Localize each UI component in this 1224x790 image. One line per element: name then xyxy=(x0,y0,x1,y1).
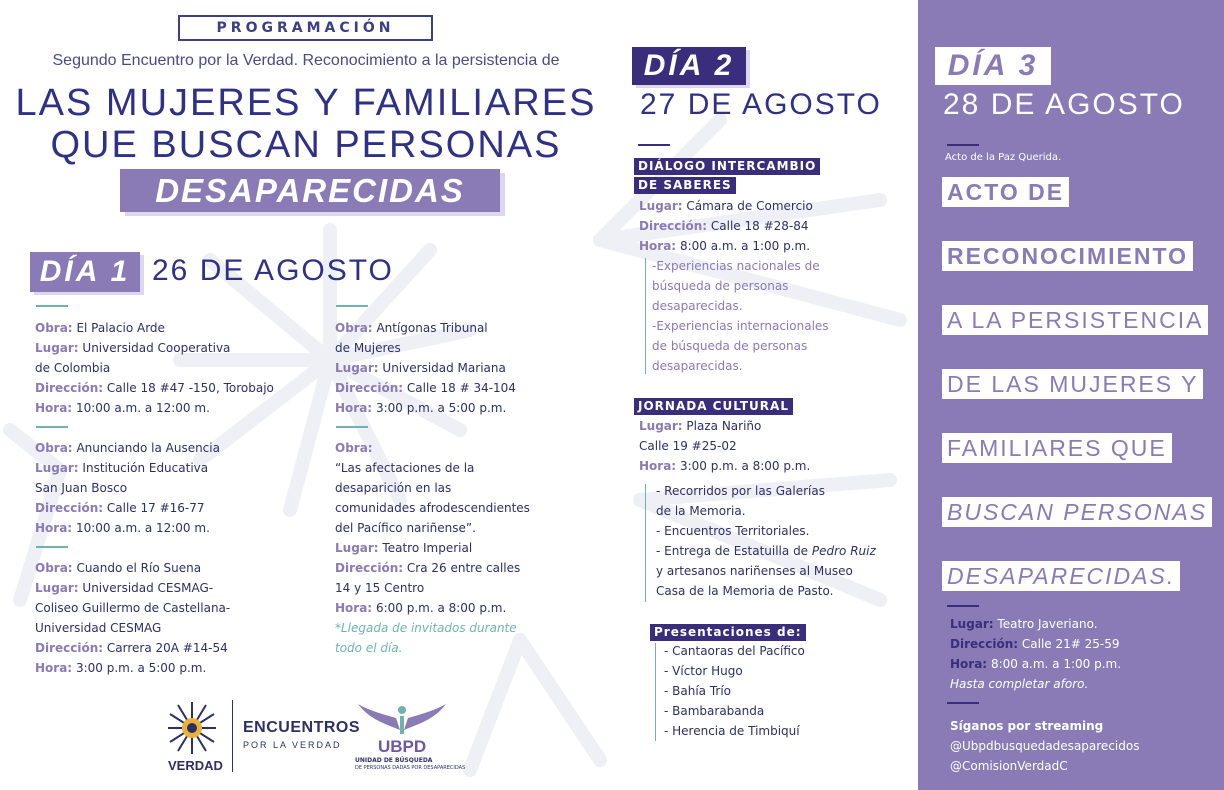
jornada-cultural-tag: JORNADA CULTURAL xyxy=(634,398,793,415)
divider xyxy=(638,144,670,146)
logo-separator xyxy=(232,700,233,772)
day-2-tag: DÍA 2 xyxy=(632,47,746,85)
event-antigonas-tribunal: Obra: Antígonas Tribunal de Mujeres Lugar: Universidad Mariana Dirección: Calle 18 # 34-104 Hora: 3:00 p.m. a 5:00 p.m. xyxy=(335,321,516,415)
divider xyxy=(947,605,979,607)
day-3-tag: DÍA 3 xyxy=(935,47,1051,85)
event-cuando-el-rio-suena: Obra: Cuando el Río Suena Lugar: Universidad CESMAG- Coliseo Guillermo de Castellana- Universidad CESMAG Dirección: Carrera 20A #14-54 Hora: 3:00 p.m. a 5:00 p.m. xyxy=(35,561,231,675)
streaming-handle-ubpd: @Ubpdbusquedadesaparecidos xyxy=(950,739,1140,753)
day-1-date: 26 DE AGOSTO xyxy=(152,254,394,287)
dialogo-tag-line-2: DE SABERES xyxy=(634,177,736,194)
list-bar xyxy=(645,258,646,374)
event-el-palacio-arde: Obra: El Palacio Arde Lugar: Universidad Cooperativa de Colombia Dirección: Calle 18 #47 -150, Torobajo Hora: 10:00 a.m. a 12:00 m. xyxy=(35,321,274,415)
divider xyxy=(336,426,368,428)
main-title-line-2: QUE BUSCAN PERSONAS xyxy=(50,124,562,166)
day-3-details: Lugar: Teatro Javeriano. Dirección: Calle 21# 25-59 Hora: 8:00 a.m. a 1:00 p.m. Hasta completar aforo. xyxy=(950,617,1122,691)
por-la-verdad-logo-text: POR LA VERDAD xyxy=(243,740,342,750)
jornada-details: Lugar: Plaza Nariño Calle 19 #25-02 Hora: 3:00 p.m. a 8:00 p.m. xyxy=(639,419,811,473)
divider xyxy=(336,305,368,307)
acto-box-6: BUSCAN PERSONAS xyxy=(942,497,1212,527)
dialogo-topics-list: -Experiencias nacionales de búsqueda de personas desaparecidas. -Experiencias internacionales de búsqueda de personas desaparecidas. xyxy=(652,259,829,373)
acto-box-7: DESAPARECIDAS. xyxy=(942,561,1180,591)
divider xyxy=(947,702,979,704)
presentaciones-tag: Presentaciones de: xyxy=(650,624,806,641)
encuentros-logo-text: ENCUENTROS xyxy=(243,719,361,736)
jornada-activities-list: - Recorridos por las Galerías de la Memoria. - Encuentros Territoriales. - Entrega de Estatuilla de Pedro Ruiz y artesanos nariñenses al Museo Casa de la Memoria de Pasto. xyxy=(656,484,876,598)
divider xyxy=(36,426,68,428)
event-subtitle: Segundo Encuentro por la Verdad. Reconocimiento a la persistencia de xyxy=(52,52,560,69)
event-anunciando-la-ausencia: Obra: Anunciando la Ausencia Lugar: Institución Educativa San Juan Bosco Dirección: Calle 17 #16-77 Hora: 10:00 a.m. a 12:00 m. xyxy=(35,441,220,535)
event-afectaciones-desaparicion: Obra: “Las afectaciones de la desaparición en las comunidades afrodescendientes del Pacífico nariñense”. Lugar: Teatro Imperial Dirección: Cra 26 entre calles 14 y 15 Centro Hora: 6:00 p.m. a 8:00 p.m. *Llegada de invitados durante todo el día. xyxy=(335,441,530,655)
day-1-tag: DÍA 1 xyxy=(30,252,140,292)
acto-box-4: DE LAS MUJERES Y xyxy=(942,369,1203,399)
day-2-date: 27 DE AGOSTO xyxy=(640,88,882,121)
presentaciones-list: - Cantaoras del Pacífico - Víctor Hugo - Bahía Trío - Bambarabanda - Herencia de Timbiquí xyxy=(664,644,805,738)
divider xyxy=(36,546,68,548)
programacion-label: PROGRAMACIÓN xyxy=(178,15,433,41)
acto-box-5: FAMILIARES QUE xyxy=(942,433,1172,463)
acto-box-3: A LA PERSISTENCIA xyxy=(942,305,1208,335)
list-bar xyxy=(655,643,656,741)
arrival-note: *Llegada de invitados durante xyxy=(335,621,517,635)
streaming-handle-cev: @ComisionVerdadC xyxy=(950,759,1068,773)
acto-paz-querida: Acto de la Paz Querida. xyxy=(945,152,1062,163)
main-title-highlight: DESAPARECIDAS xyxy=(120,169,500,212)
divider xyxy=(947,144,979,146)
divider xyxy=(36,305,68,307)
ubpd-subtitle-1: UNIDAD DE BÚSQUEDA xyxy=(355,757,433,764)
streaming-info: Síganos por streaming @Ubpdbusquedadesaparecidos @ComisionVerdadC xyxy=(950,716,1139,776)
day-3-date: 28 DE AGOSTO xyxy=(943,88,1185,121)
ubpd-logo-text: UBPD xyxy=(378,737,427,756)
list-bar xyxy=(645,484,646,602)
ubpd-subtitle-2: DE PERSONAS DADAS POR DESAPARECIDAS xyxy=(355,765,466,771)
ubpd-wings-logo xyxy=(356,700,448,740)
dialogo-tag-line-1: DIÁLOGO INTERCAMBIO xyxy=(634,158,820,175)
verdad-logo-text: VERDAD xyxy=(168,758,223,773)
acto-box-1: ACTO DE xyxy=(942,177,1069,207)
dialogo-details: Lugar: Cámara de Comercio Dirección: Calle 18 #28-84 Hora: 8:00 a.m. a 1:00 p.m. xyxy=(639,199,813,253)
main-title-line-1: LAS MUJERES Y FAMILIARES xyxy=(15,82,597,124)
acto-box-2: RECONOCIMIENTO xyxy=(942,241,1193,271)
